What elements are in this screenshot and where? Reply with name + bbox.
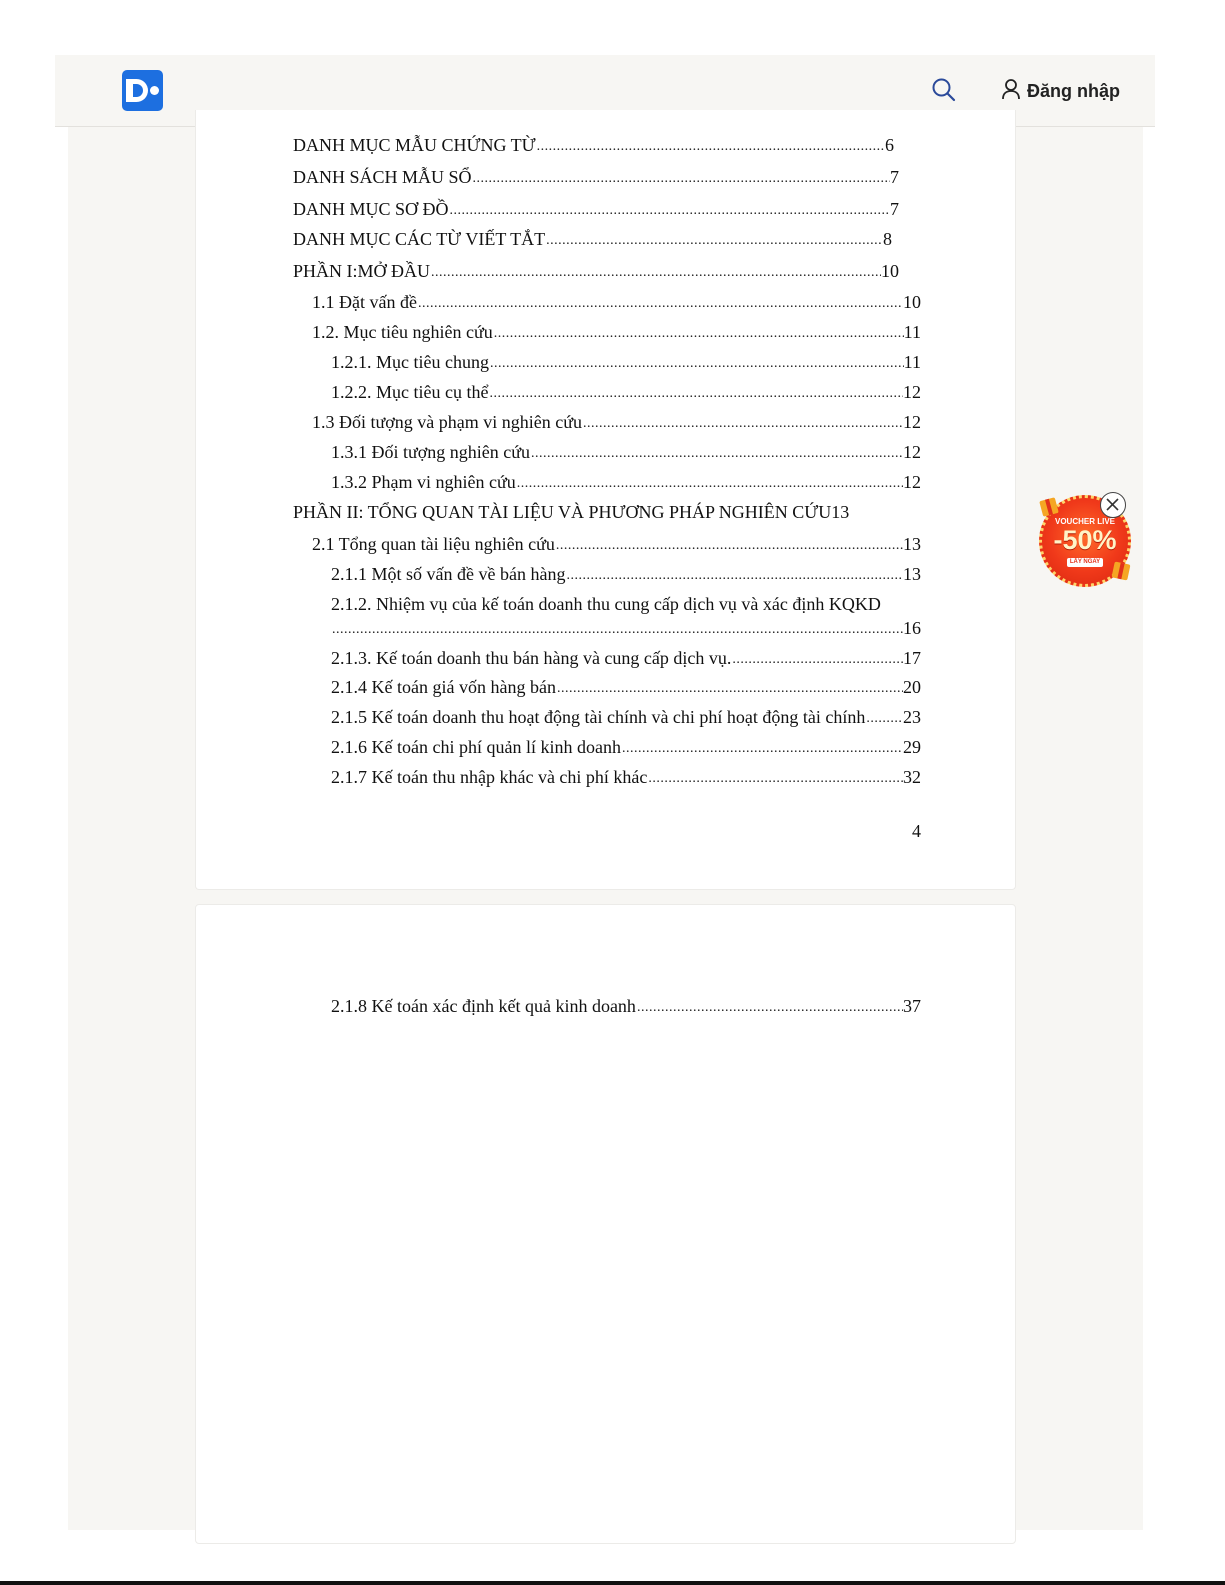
toc-page-number: 12 [903, 472, 921, 492]
toc-entry[interactable] [312, 321, 921, 343]
toc-title: 2.1.3. Kế toán doanh thu bán hàng và cung cấp dịch vụ. [331, 648, 732, 668]
toc-leader [545, 232, 883, 250]
gift-icon [1112, 562, 1131, 581]
document-page-1 [195, 110, 1016, 890]
toc-page-number: 20 [903, 677, 921, 697]
toc-leader [582, 415, 903, 433]
toc-title: DANH MỤC CÁC TỪ VIẾT TẮT [293, 229, 546, 249]
toc-leader [621, 740, 903, 758]
toc-entry[interactable] [293, 501, 849, 523]
toc-entry-continuation[interactable] [331, 617, 921, 639]
search-icon[interactable] [931, 77, 957, 103]
logo-icon[interactable] [122, 70, 163, 111]
voucher-discount: -50% [1053, 525, 1117, 555]
toc-page-number: 12 [903, 412, 921, 432]
toc-page-number: 13 [903, 534, 921, 554]
toc-entry[interactable] [293, 198, 899, 220]
toc-page-number: 10 [903, 292, 921, 312]
toc-title: DANH MỤC MẪU CHỨNG TỪ [293, 135, 536, 155]
toc-title: PHẦN II: TỔNG QUAN TÀI LIỆU VÀ PHƯƠNG PHÁP NGHIÊN CỨU13 [293, 502, 850, 522]
toc-page-number: 7 [890, 199, 899, 219]
toc-leader [331, 621, 903, 639]
toc-entry[interactable] [293, 228, 892, 250]
toc-leader [488, 385, 903, 403]
toc-page-number: 6 [885, 135, 894, 155]
toc-page-number: 12 [903, 442, 921, 462]
toc-entry[interactable] [293, 166, 899, 188]
toc-leader [472, 170, 890, 188]
page-number: 4 [912, 821, 921, 841]
toc-title: 1.3.1 Đối tượng nghiên cứu [331, 442, 531, 462]
toc-leader [516, 475, 903, 493]
toc-entry[interactable] [312, 291, 921, 313]
toc-leader [865, 710, 903, 728]
toc-title: 2.1.6 Kế toán chi phí quản lí kinh doanh [331, 737, 621, 757]
voucher-cta: LẤY NGAY [1067, 558, 1103, 567]
toc-entry[interactable] [331, 381, 921, 403]
user-icon [1001, 78, 1021, 105]
toc-title: 1.1 Đặt vấn đề [312, 292, 417, 312]
voucher-title: VOUCHER LIVE [1054, 517, 1115, 526]
toc-title: PHẦN I:MỞ ĐẦU [293, 261, 431, 281]
toc-leader [489, 355, 904, 373]
toc-entry[interactable] [312, 533, 921, 555]
toc-leader [530, 445, 903, 463]
toc-entry[interactable] [331, 766, 921, 788]
toc-title: DANH SÁCH MẪU SỔ [293, 167, 472, 187]
toc-leader [731, 651, 903, 669]
toc-title: 1.2.2. Mục tiêu cụ thể [331, 382, 489, 402]
toc-title: 2.1.8 Kế toán xác định kết quả kinh doanh [331, 996, 636, 1016]
toc-leader [636, 999, 903, 1017]
toc-title: 1.2. Mục tiêu nghiên cứu [312, 322, 493, 342]
toc-page-number: 29 [903, 737, 921, 757]
toc-entry[interactable] [331, 736, 921, 758]
toc-title: 2.1.4 Kế toán giá vốn hàng bán [331, 677, 556, 697]
toc-entry[interactable] [293, 134, 894, 156]
toc-page-number: 11 [903, 322, 921, 342]
toc-entry[interactable] [331, 593, 881, 615]
toc-leader [556, 680, 903, 698]
close-icon[interactable] [1100, 492, 1126, 518]
toc-entry[interactable] [331, 351, 921, 373]
toc-title: 1.3.2 Phạm vi nghiên cứu [331, 472, 516, 492]
toc-page-number: 23 [903, 707, 921, 727]
toc-entry[interactable] [312, 411, 921, 433]
toc-entry[interactable] [331, 563, 921, 585]
toc-title: 1.3 Đối tượng và phạm vi nghiên cứu [312, 412, 582, 432]
toc-title: 2.1.1 Một số vấn đề về bán hàng [331, 564, 566, 584]
toc-title: 2.1 Tổng quan tài liệu nghiên cứu [312, 534, 555, 554]
document-page-2 [195, 904, 1016, 1544]
toc-page-number: 17 [903, 648, 921, 668]
toc-title: 2.1.7 Kế toán thu nhập khác và chi phí khác [331, 767, 648, 787]
toc-title: 2.1.5 Kế toán doanh thu hoạt động tài chính và chi phí hoạt động tài chính [331, 707, 866, 727]
toc-page-number: 16 [903, 618, 921, 638]
toc-page-number: 13 [903, 564, 921, 584]
toc-leader [555, 537, 903, 555]
toc-leader [647, 770, 903, 788]
toc-leader [430, 264, 881, 282]
toc-title: DANH MỤC SƠ ĐỒ [293, 199, 449, 219]
toc-entry[interactable] [331, 647, 921, 669]
login-button[interactable] [1001, 76, 1120, 106]
toc-entry[interactable] [331, 441, 921, 463]
toc-title: 1.2.1. Mục tiêu chung [331, 352, 489, 372]
toc-page-number: 10 [881, 261, 899, 281]
toc-entry[interactable] [331, 706, 921, 728]
toc-leader [493, 325, 904, 343]
toc-page-number: 12 [903, 382, 921, 402]
toc-entry[interactable] [331, 995, 921, 1017]
toc-title: 2.1.2. Nhiệm vụ của kế toán doanh thu cung cấp dịch vụ và xác định KQKD [331, 594, 881, 614]
toc-page-number: 8 [883, 229, 892, 249]
bottom-edge-bar [0, 1581, 1225, 1585]
toc-page-number: 37 [903, 996, 921, 1016]
toc-entry[interactable] [331, 471, 921, 493]
toc-entry[interactable] [293, 260, 899, 282]
toc-page-number: 11 [903, 352, 921, 372]
toc-leader [449, 202, 890, 220]
toc-page-number: 7 [890, 167, 899, 187]
login-label: Đăng nhập [1027, 80, 1120, 101]
toc-entry[interactable] [331, 676, 921, 698]
toc-leader [536, 138, 885, 156]
toc-leader [565, 567, 903, 585]
toc-leader [417, 295, 903, 313]
toc-page-number: 32 [903, 767, 921, 787]
